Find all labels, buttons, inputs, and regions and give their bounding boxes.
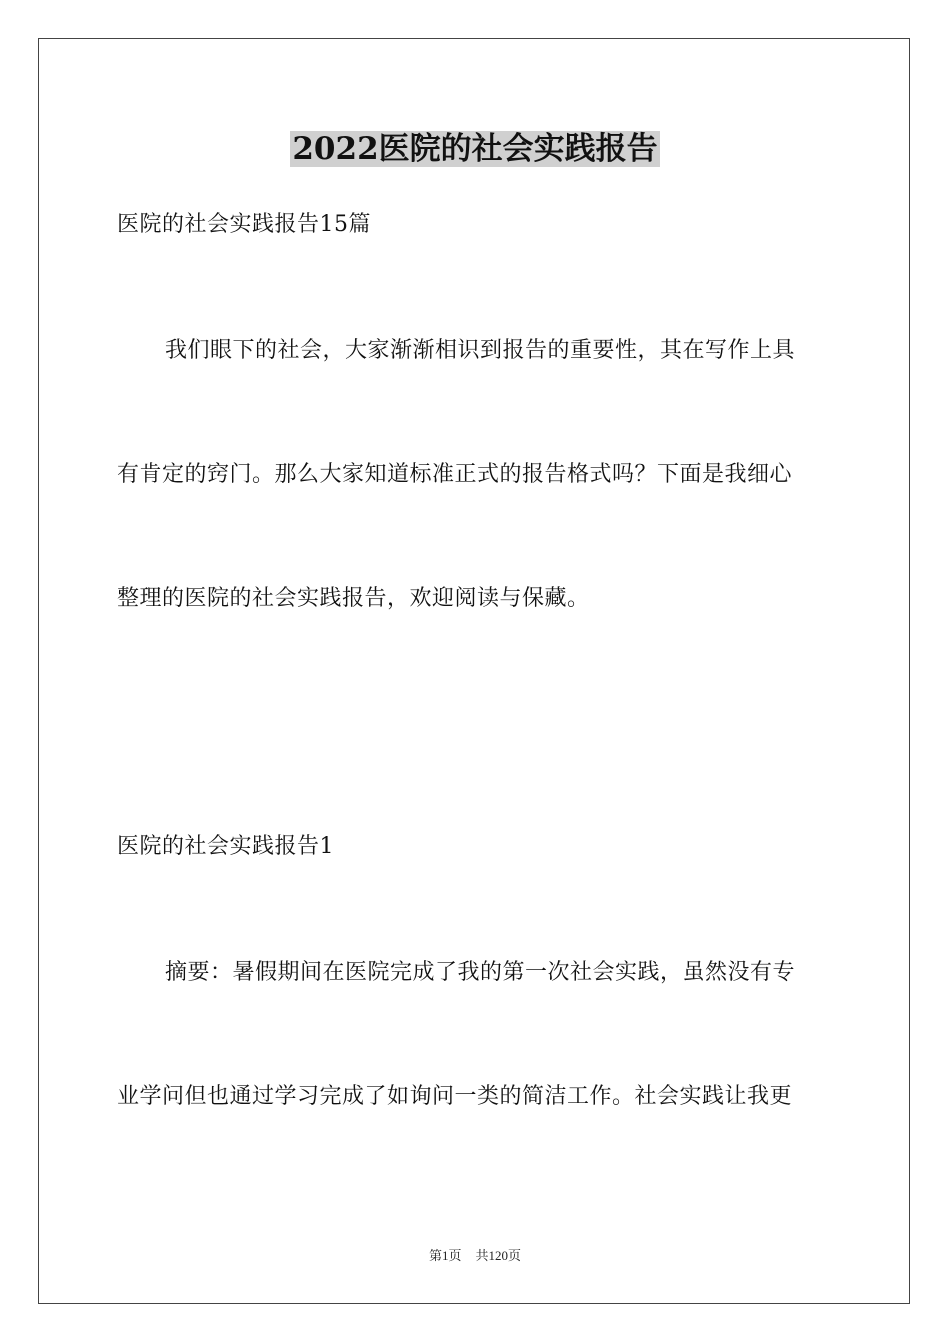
- document-title-text: 2022医院的社会实践报告: [292, 131, 658, 167]
- section-heading: 医院的社会实践报告1: [117, 834, 334, 859]
- abstract-line-2: 业学问但也通过学习完成了如询问一类的简洁工作。社会实践让我更: [117, 1084, 793, 1109]
- intro-line-1: 我们眼下的社会，大家渐渐相识到报告的重要性，其在写作上具: [165, 338, 796, 363]
- intro-line-3: 整理的医院的社会实践报告，欢迎阅读与保藏。: [117, 586, 590, 611]
- page-number-current: 第1页: [428, 1248, 462, 1263]
- document-title: [0, 126, 950, 172]
- page-footer: [0, 1247, 950, 1265]
- page-number-total: 共120页: [475, 1248, 522, 1263]
- abstract-line-1: 摘要：暑假期间在医院完成了我的第一次社会实践，虽然没有专: [165, 960, 796, 985]
- intro-line-2: 有肯定的窍门。那么大家知道标准正式的报告格式吗？下面是我细心: [117, 462, 793, 487]
- document-subtitle: 医院的社会实践报告15篇: [117, 212, 371, 237]
